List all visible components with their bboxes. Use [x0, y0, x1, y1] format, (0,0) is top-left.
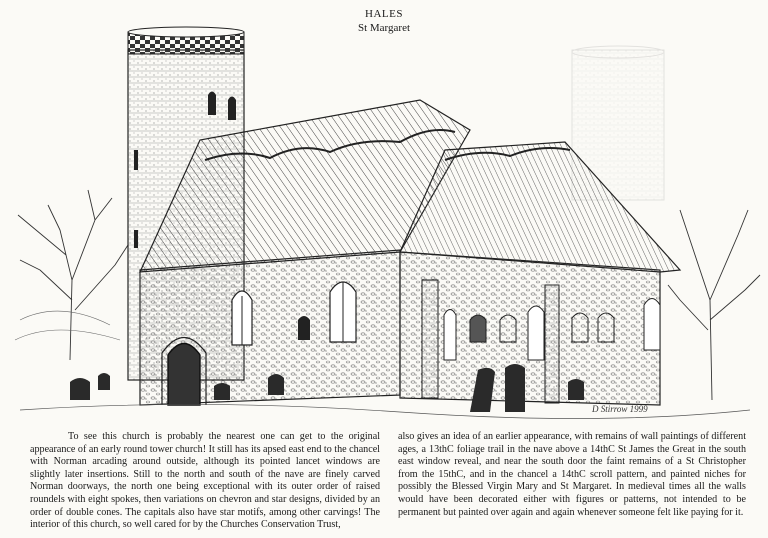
tree-left: [15, 190, 128, 360]
text-column-left: [30, 431, 380, 532]
tree-right: [668, 210, 760, 400]
paragraph-left: To see this church is probably the nearest one can get to the original appearance of an early round tower church! It still has its apsed east end to the chancel with Norman arcading around outside, although its pointed lancet windows are slightly later insertions. Still to the north and south of the nave are finely carved Norman doorways, the north one being exceptional with its outer order of raised roundels with eight spokes, then variations on chevron and star designs, divided by an order of double cones. The capitals also have star motifs, among other carvings! The interior of this church, so well cared for by the Churches Conservation Trust,: [30, 431, 380, 531]
text-column-right: [398, 431, 746, 519]
church-illustration: [0, 20, 768, 430]
page-title: HALES: [365, 8, 403, 20]
artist-signature: D Stirrow 1999: [592, 404, 648, 414]
paragraph-right: also gives an idea of an earlier appearance, with remains of wall paintings of different ages, a 13thC foliage trail in the nave above a 14thC St James the Great in the south east window reveal, and near the south door the faint remains of a St Christopher from the 15thC, and in the chancel a 14thC scroll pattern, and painted niches for possibly the Blessed Virgin Mary and St Margaret. In medieval times all the walls would have been decorated either with figures or patterns, not intended to be permanent but painted over again and again whenever someone felt like paying for it.: [398, 431, 746, 518]
page-subtitle: St Margaret: [357, 22, 411, 34]
